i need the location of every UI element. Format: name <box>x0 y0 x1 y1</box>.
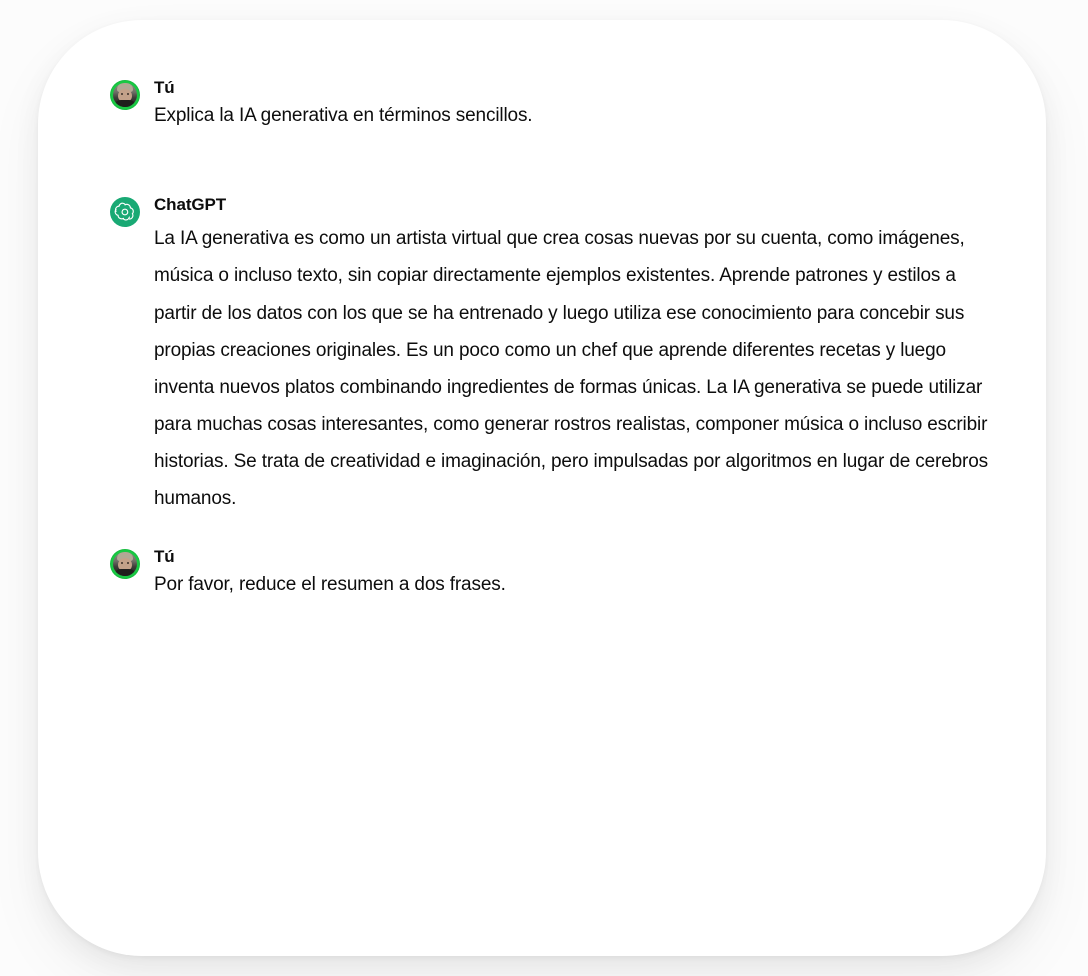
message-text: La IA generativa es como un artista virtual que crea cosas nuevas por su cuenta, como imágenes, música o incluso texto, sin copiar directamente ejemplos existentes. Aprende patrones y estilos a partir de los datos con los que se ha entrenado y luego utiliza ese conocimiento para concebir sus propias creaciones originales. Es un poco como un chef que aprende diferentes recetas y luego inventa nuevos platos combinando ingredientes de formas únicas. La IA generativa se puede utilizar para muchas cosas interesantes, como generar rostros realistas, componer música o incluso escribir historias. Se trata de creatividad e imaginación, pero impulsadas por algoritmos en lugar de cerebros humanos. <box>154 228 988 509</box>
avatar-eye-left <box>121 93 123 95</box>
avatar-photo <box>113 552 137 576</box>
user-photo-avatar[interactable] <box>110 80 140 110</box>
message-thread <box>110 78 1000 598</box>
message-body <box>154 78 1000 129</box>
chat-conversation-card <box>38 20 1046 956</box>
message-author-name: Tú <box>154 78 175 97</box>
message-user-second[interactable] <box>110 547 1000 598</box>
message-assistant[interactable] <box>110 195 1000 517</box>
message-body <box>154 547 1000 598</box>
openai-logo-icon[interactable] <box>110 197 140 227</box>
message-author-name: ChatGPT <box>154 195 227 215</box>
message-body <box>154 195 1000 517</box>
avatar-shoulders <box>114 569 136 576</box>
avatar-photo <box>113 83 137 107</box>
message-text: Explica la IA generativa en términos sencillos. <box>154 105 533 127</box>
avatar-eye-left <box>121 562 123 564</box>
avatar-eye-right <box>127 562 129 564</box>
message-text: Por favor, reduce el resumen a dos frases. <box>154 574 506 596</box>
avatar-eye-right <box>127 93 129 95</box>
user-photo-avatar[interactable] <box>110 549 140 579</box>
message-user-first[interactable] <box>110 78 1000 129</box>
message-author-name: Tú <box>154 546 175 566</box>
avatar-shoulders <box>114 100 136 107</box>
